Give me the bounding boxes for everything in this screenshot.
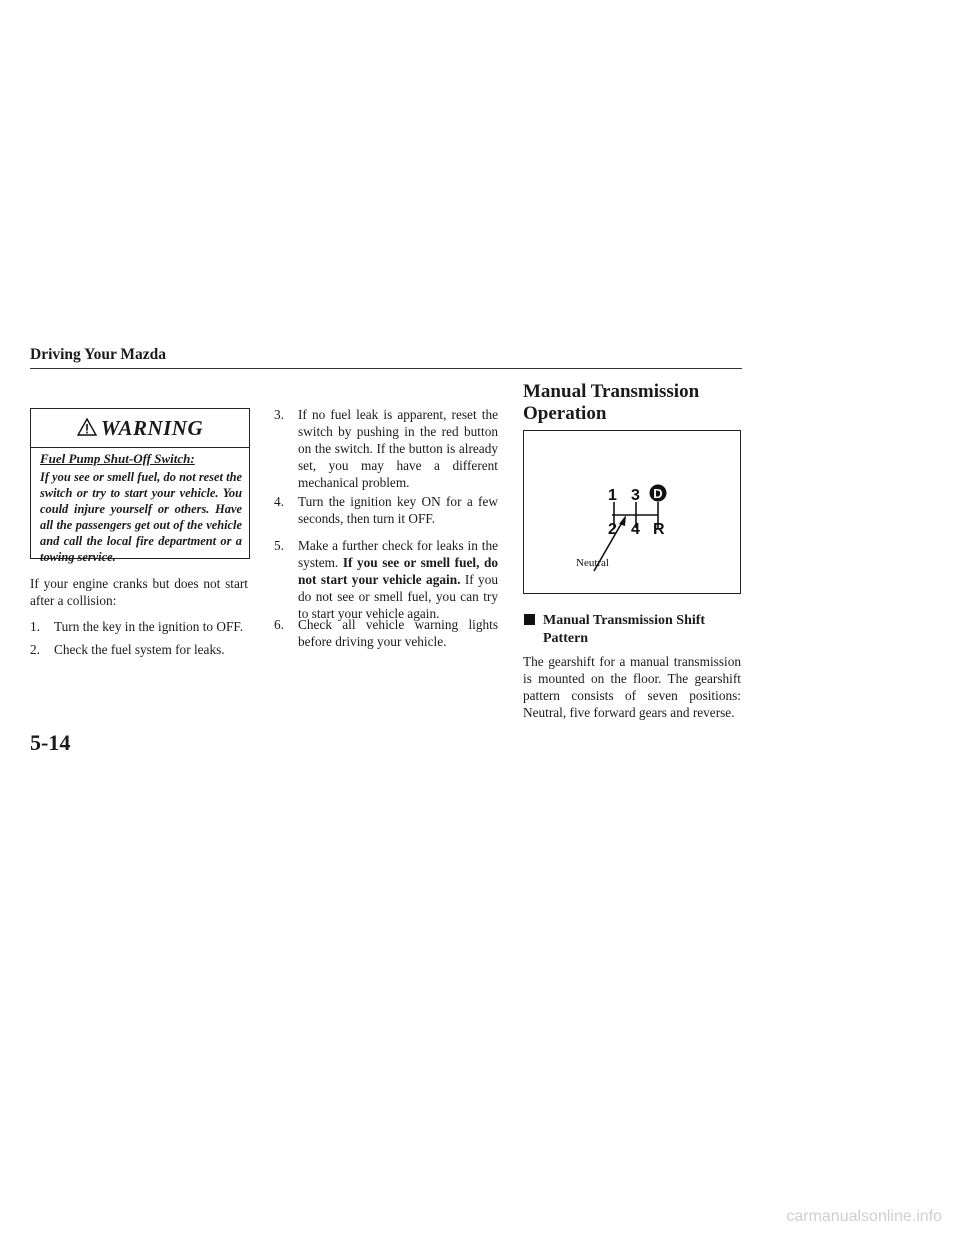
list-item-number: 3. xyxy=(274,407,284,422)
list-item-number: 6. xyxy=(274,617,284,632)
header-rule xyxy=(30,368,742,369)
list-item-number: 5. xyxy=(274,538,284,553)
warning-title: WARNING xyxy=(100,416,204,440)
intro-paragraph: If your engine cranks but does not start after a collision: xyxy=(30,576,248,608)
section-title-line-2: Operation xyxy=(523,403,607,424)
list-item-number: 1. xyxy=(30,619,40,634)
gear-2-label: 2 xyxy=(608,521,617,538)
warning-subtitle: Fuel Pump Shut-Off Switch: xyxy=(40,451,195,466)
list-item-number: 2. xyxy=(30,642,40,657)
list-item-text xyxy=(298,537,498,622)
gear-1-label: 1 xyxy=(608,487,617,504)
gear-3-label: 3 xyxy=(631,487,640,504)
step-text-b: If you do not see or smell fuel, you can try to start your vehicle again. xyxy=(298,572,498,621)
shift-pattern-figure xyxy=(524,431,740,593)
subsection-heading-text: Manual Transmission Shift Pattern xyxy=(543,613,706,646)
gear-r-label: R xyxy=(653,521,665,538)
watermark: carmanualsonline.info xyxy=(786,1208,942,1225)
list-item-number: 4. xyxy=(274,494,284,509)
list-item-text: Turn the ignition key ON for a few seconds, then turn it OFF. xyxy=(298,494,498,526)
gear-d-label: D xyxy=(653,486,663,501)
warning-text: If you see or smell fuel, do not reset the switch or try to start your vehicle. You could injure yourself or others. Have all the passengers get out of the vehicle and call the local fire department or a towing service. xyxy=(40,470,242,564)
step-text-bold: If you see or smell fuel, do not start your vehicle again. xyxy=(298,555,498,587)
list-item-text: Check all vehicle warning lights before driving your vehicle. xyxy=(298,617,498,649)
section-paragraph: The gearshift for a manual transmission is mounted on the floor. The gearshift pattern consists of seven positions: Neutral, five forward gears and reverse. xyxy=(523,654,741,720)
warning-triangle-icon xyxy=(77,418,97,436)
neutral-label: Neutral xyxy=(576,557,609,569)
list-item-text: Check the fuel system for leaks. xyxy=(54,642,225,657)
shift-pattern-diagram xyxy=(523,430,741,594)
list-item-text: If no fuel leak is apparent, reset the switch by pushing in the red button on the switch. If the button is already set, you may have a different mechanical problem. xyxy=(298,407,498,490)
warning-box xyxy=(30,408,250,564)
section-title xyxy=(523,381,699,425)
gear-4-label: 4 xyxy=(631,521,640,538)
page-number: 5-14 xyxy=(30,730,71,755)
list-item-text: Turn the key in the ignition to OFF. xyxy=(54,619,244,634)
running-header: Driving Your Mazda xyxy=(30,346,167,363)
warning-header xyxy=(31,409,249,448)
section-title-line-1: Manual Transmission xyxy=(523,381,700,402)
step-text-a: Make a further check for leaks in the system. xyxy=(298,538,498,570)
square-bullet-icon xyxy=(524,614,535,625)
